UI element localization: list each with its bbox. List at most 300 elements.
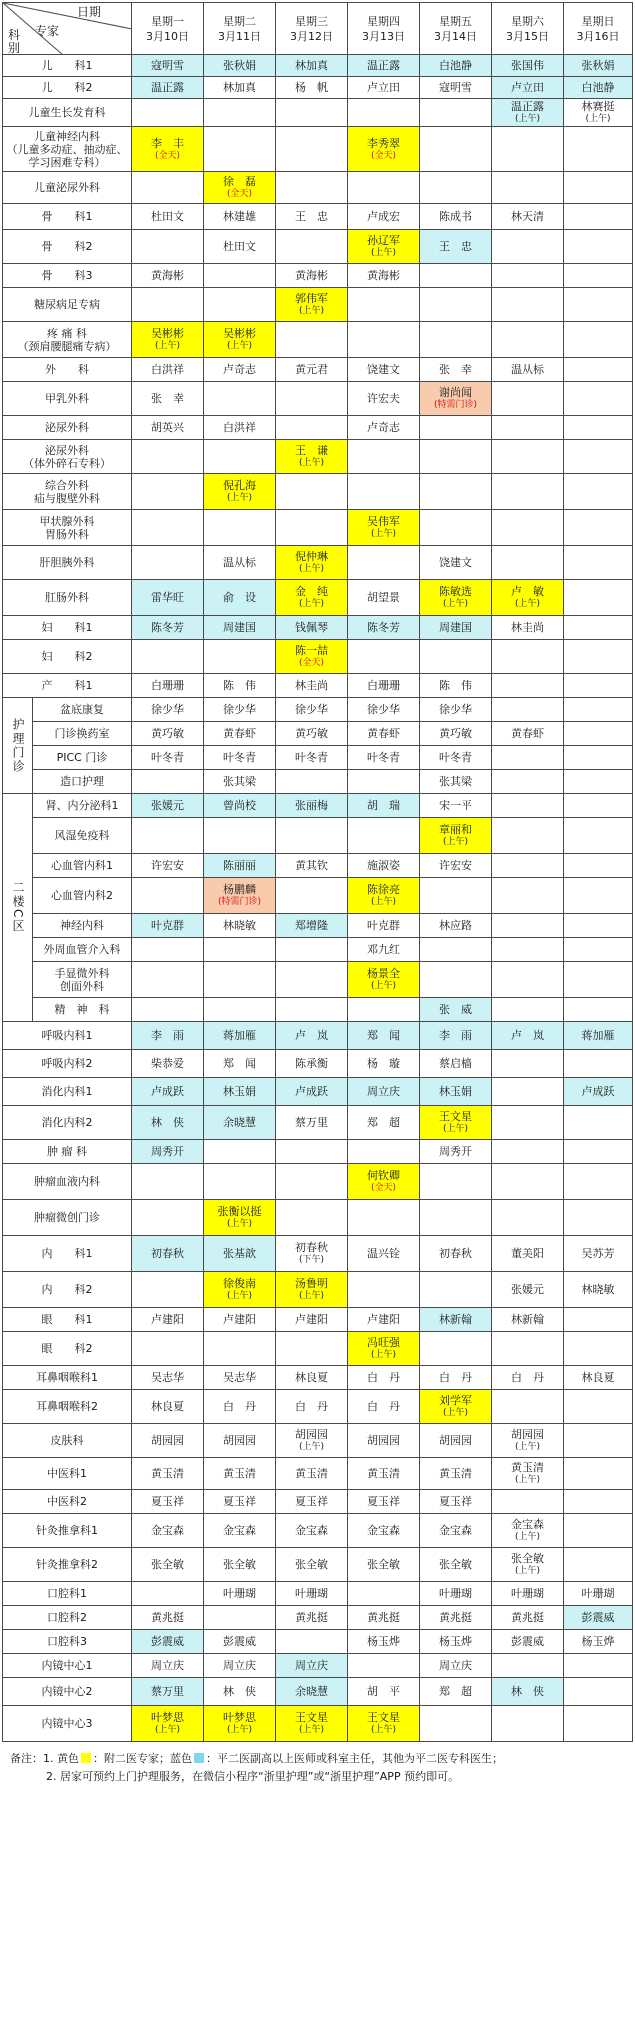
doctor-name: 周立庆: [367, 1085, 400, 1098]
doctor-cell: [564, 416, 633, 440]
doctor-name: 陈敏选: [439, 585, 472, 598]
dept-name: 内 科1: [3, 1236, 132, 1272]
doctor-name: 黄玉清: [223, 1467, 256, 1480]
doctor-cell: [348, 99, 420, 127]
session-note: (上午): [514, 1566, 541, 1576]
table-row: [3, 416, 633, 440]
doctor-cell: [564, 1548, 633, 1582]
doctor-cell: [564, 1424, 633, 1458]
doctor-name: 温兴铨: [367, 1247, 400, 1260]
doctor-cell: [492, 1164, 564, 1200]
doctor-cell: [420, 358, 492, 382]
doctor-cell: [348, 55, 420, 77]
doctor-cell: [564, 938, 633, 962]
table-row: [3, 698, 633, 722]
table-row: [3, 77, 633, 99]
doctor-cell: [348, 1606, 420, 1630]
session-note: (上午): [298, 1725, 325, 1735]
doctor-cell: [276, 1706, 348, 1742]
doctor-cell: [204, 1106, 276, 1140]
doctor-name: 林 侠: [511, 1685, 544, 1698]
doctor-name: 林 侠: [151, 1116, 184, 1129]
dept-name: 呼吸内科1: [3, 1022, 132, 1050]
doctor-cell: [348, 1078, 420, 1106]
doctor-cell: [204, 854, 276, 878]
doctor-cell: [132, 1164, 204, 1200]
doctor-cell: [204, 440, 276, 474]
table-row: [3, 938, 633, 962]
doctor-name: 吴伟军: [367, 515, 400, 528]
doctor-cell: [492, 1458, 564, 1490]
session-note: (上午): [370, 897, 397, 907]
dept-name: 中医科2: [3, 1490, 132, 1514]
doctor-name: 卢建阳: [295, 1313, 328, 1326]
doctor-cell: [420, 1424, 492, 1458]
table-row: [3, 674, 633, 698]
dept-name: 消化内科2: [3, 1106, 132, 1140]
doctor-name: 叶克群: [151, 919, 184, 932]
dept-name: PICC 门诊: [33, 746, 132, 770]
doctor-cell: [204, 674, 276, 698]
doctor-name: 王文星: [295, 1711, 328, 1724]
doctor-cell: [348, 616, 420, 640]
doctor-cell: [132, 1332, 204, 1366]
doctor-cell: [492, 1332, 564, 1366]
doctor-cell: [564, 616, 633, 640]
doctor-cell: [564, 770, 633, 794]
doctor-name: 胡园园: [367, 1434, 400, 1447]
doctor-cell: [492, 1706, 564, 1742]
dept-name: 肛肠外科: [3, 580, 132, 616]
table-row: [3, 1022, 633, 1050]
doctor-name: 董美阳: [511, 1247, 544, 1260]
doctor-name: 黄春虾: [367, 727, 400, 740]
day-header: 星期三 3月12日: [276, 3, 348, 55]
doctor-cell: [132, 440, 204, 474]
doctor-name: 吴苏芳: [581, 1247, 615, 1260]
session-note: (上午): [514, 599, 541, 609]
doctor-name: 杨鹏麟: [223, 883, 256, 896]
doctor-cell: [132, 1654, 204, 1678]
doctor-cell: [420, 1706, 492, 1742]
doctor-cell: [204, 962, 276, 998]
doctor-name: 黄兆挺: [295, 1611, 328, 1624]
doctor-cell: [420, 288, 492, 322]
doctor-name: 夏玉祥: [151, 1495, 184, 1508]
doctor-name: 何钦卿: [367, 1169, 400, 1182]
doctor-cell: [564, 474, 633, 510]
dept-name: 肿瘤微创门诊: [3, 1200, 132, 1236]
doctor-cell: [204, 1140, 276, 1164]
doctor-cell: [204, 99, 276, 127]
dept-name: 综合外科 疝与腹壁外科: [3, 474, 132, 510]
doctor-cell: [492, 878, 564, 914]
doctor-cell: [420, 546, 492, 580]
doctor-cell: [564, 1490, 633, 1514]
doctor-cell: [420, 616, 492, 640]
doctor-cell: [564, 510, 633, 546]
doctor-cell: [348, 382, 420, 416]
table-row: [3, 1654, 633, 1678]
doctor-name: 黄其钦: [295, 859, 328, 872]
doctor-name: 叶冬青: [295, 751, 328, 764]
doctor-cell: [564, 580, 633, 616]
doctor-cell: [564, 878, 633, 914]
doctor-cell: [276, 1424, 348, 1458]
doctor-name: 白洪祥: [223, 421, 256, 434]
table-row: [3, 264, 633, 288]
table-row: [3, 616, 633, 640]
doctor-name: 王 忠: [439, 240, 472, 253]
doctor-cell: [132, 962, 204, 998]
doctor-cell: [276, 416, 348, 440]
doctor-cell: [276, 322, 348, 358]
doctor-name: 彭震威: [511, 1635, 544, 1648]
doctor-name: 杨玉烨: [439, 1635, 472, 1648]
doctor-cell: [276, 546, 348, 580]
doctor-cell: [132, 616, 204, 640]
doctor-cell: [492, 1582, 564, 1606]
doctor-name: 徐少华: [295, 703, 328, 716]
table-row: [3, 1548, 633, 1582]
doctor-name: 彭震威: [151, 1635, 184, 1648]
table-row: [3, 818, 633, 854]
doctor-name: 卢 敏: [511, 585, 544, 598]
dept-name: 骨 科1: [3, 204, 132, 230]
doctor-cell: [204, 416, 276, 440]
doctor-name: 金宝森: [367, 1524, 400, 1537]
doctor-name: 王 谦: [295, 444, 328, 457]
session-note: (上午): [298, 1442, 325, 1452]
expert-label: 专家: [35, 24, 60, 38]
doctor-name: 初春秋: [439, 1247, 472, 1260]
doctor-name: 陈冬芳: [367, 621, 400, 634]
doctor-name: 张全敏: [511, 1552, 544, 1565]
dept-name: 妇 科2: [3, 640, 132, 674]
doctor-cell: [492, 1490, 564, 1514]
doctor-cell: [492, 938, 564, 962]
doctor-name: 张秋娟: [223, 59, 256, 72]
dept-name: 消化内科1: [3, 1078, 132, 1106]
doctor-cell: [204, 878, 276, 914]
doctor-cell: [204, 172, 276, 204]
doctor-cell: [492, 1514, 564, 1548]
doctor-cell: [492, 1106, 564, 1140]
doctor-name: 林应路: [439, 919, 472, 932]
doctor-cell: [420, 264, 492, 288]
table-row: [3, 1390, 633, 1424]
doctor-name: 白 丹: [223, 1400, 256, 1413]
doctor-name: 黄玉清: [295, 1467, 328, 1480]
doctor-cell: [492, 230, 564, 264]
doctor-name: 林新翰: [511, 1313, 544, 1326]
doctor-cell: [348, 474, 420, 510]
doctor-name: 温从标: [511, 363, 544, 376]
doctor-cell: [132, 546, 204, 580]
doctor-cell: [564, 358, 633, 382]
doctor-cell: [132, 264, 204, 288]
doctor-cell: [348, 938, 420, 962]
doctor-cell: [348, 230, 420, 264]
table-row: [3, 1490, 633, 1514]
doctor-cell: [420, 510, 492, 546]
dept-name: 心血管内科1: [33, 854, 132, 878]
table-row: [3, 998, 633, 1022]
doctor-cell: [348, 1106, 420, 1140]
table-row: [3, 770, 633, 794]
dept-name: 肝胆胰外科: [3, 546, 132, 580]
doctor-cell: [564, 1514, 633, 1548]
doctor-cell: [420, 1050, 492, 1078]
doctor-cell: [276, 264, 348, 288]
session-note: (上午): [585, 114, 611, 124]
doctor-name: 张全敏: [151, 1558, 184, 1571]
doctor-name: 李 雨: [151, 1029, 184, 1042]
doctor-cell: [132, 1490, 204, 1514]
doctor-name: 金宝森: [511, 1518, 544, 1531]
doctor-cell: [204, 998, 276, 1022]
doctor-cell: [276, 722, 348, 746]
yellow-swatch: [81, 1753, 91, 1763]
doctor-name: 叶珊瑚: [511, 1587, 544, 1600]
table-row: [3, 474, 633, 510]
doctor-cell: [132, 854, 204, 878]
doctor-cell: [132, 770, 204, 794]
table-row: [3, 127, 633, 172]
doctor-cell: [348, 674, 420, 698]
doctor-cell: [492, 1308, 564, 1332]
doctor-cell: [420, 127, 492, 172]
doctor-cell: [492, 127, 564, 172]
doctor-cell: [204, 1678, 276, 1706]
doctor-cell: [276, 878, 348, 914]
dept-name: 甲乳外科: [3, 382, 132, 416]
doctor-cell: [132, 1678, 204, 1706]
session-note: (上午): [370, 529, 397, 539]
doctor-name: 卢成跃: [151, 1085, 184, 1098]
doctor-cell: [420, 1654, 492, 1678]
doctor-cell: [492, 998, 564, 1022]
dept-name: 针灸推拿科2: [3, 1548, 132, 1582]
doctor-cell: [492, 794, 564, 818]
doctor-cell: [348, 698, 420, 722]
session-note: (全天): [154, 150, 181, 161]
doctor-name: 林建雄: [223, 210, 256, 223]
dept-name: 泌尿外科 （体外碎石专科）: [3, 440, 132, 474]
table-row: [3, 322, 633, 358]
doctor-cell: [276, 1022, 348, 1050]
day-header: 星期六 3月15日: [492, 3, 564, 55]
doctor-name: 饶建文: [367, 363, 400, 376]
doctor-cell: [276, 1654, 348, 1678]
doctor-name: 张全敏: [223, 1558, 256, 1571]
doctor-cell: [276, 382, 348, 416]
dept-name: 儿童生长发育科: [3, 99, 132, 127]
doctor-name: 白珊珊: [151, 679, 184, 692]
doctor-cell: [564, 1106, 633, 1140]
doctor-cell: [348, 580, 420, 616]
doctor-cell: [564, 998, 633, 1022]
session-note: (上午): [370, 248, 397, 258]
doctor-cell: [276, 1272, 348, 1308]
doctor-cell: [132, 204, 204, 230]
doctor-name: 卢奇志: [367, 421, 400, 434]
doctor-cell: [564, 698, 633, 722]
doctor-cell: [132, 322, 204, 358]
doctor-name: 张 幸: [439, 363, 472, 376]
doctor-name: 温从标: [223, 556, 256, 569]
doctor-cell: [132, 818, 204, 854]
doctor-cell: [348, 1022, 420, 1050]
doctor-name: 张国伟: [511, 59, 544, 72]
dept-name: 疼 痛 科 （颈肩腰腿痛专病）: [3, 322, 132, 358]
doctor-name: 刘学军: [439, 1394, 472, 1407]
doctor-cell: [276, 288, 348, 322]
session-note: (上午): [514, 1532, 541, 1542]
doctor-cell: [564, 818, 633, 854]
doctor-cell: [564, 204, 633, 230]
doctor-cell: [492, 264, 564, 288]
doctor-name: 林加真: [223, 81, 256, 94]
doctor-name: 叶珊瑚: [581, 1587, 615, 1600]
doctor-cell: [564, 1458, 633, 1490]
doctor-cell: [564, 854, 633, 878]
table-row: [3, 1514, 633, 1548]
doctor-cell: [348, 746, 420, 770]
doctor-cell: [276, 770, 348, 794]
doctor-name: 夏玉祥: [439, 1495, 472, 1508]
session-note: (上午): [298, 599, 325, 609]
dept-name: 眼 科2: [3, 1332, 132, 1366]
doctor-cell: [132, 698, 204, 722]
doctor-name: 寇明雪: [151, 59, 184, 72]
doctor-cell: [348, 1490, 420, 1514]
doctor-cell: [420, 794, 492, 818]
doctor-cell: [204, 640, 276, 674]
doctor-name: 夏玉祥: [367, 1495, 400, 1508]
doctor-name: 林晓敏: [581, 1283, 615, 1296]
doctor-cell: [420, 416, 492, 440]
doctor-cell: [420, 1106, 492, 1140]
doctor-name: 白 丹: [367, 1371, 400, 1384]
doctor-cell: [492, 99, 564, 127]
dept-name: 肿 瘤 科: [3, 1140, 132, 1164]
doctor-name: 陈一喆: [295, 644, 328, 657]
doctor-name: 黄玉清: [367, 1467, 400, 1480]
doctor-name: 林加真: [295, 59, 328, 72]
doctor-cell: [132, 510, 204, 546]
table-row: [3, 1630, 633, 1654]
table-row: [3, 962, 633, 998]
doctor-cell: [132, 127, 204, 172]
doctor-cell: [132, 1022, 204, 1050]
table-row: [3, 640, 633, 674]
doctor-name: 黄春虾: [511, 727, 544, 740]
doctor-cell: [132, 1200, 204, 1236]
dept-name: 肿瘤血液内科: [3, 1164, 132, 1200]
doctor-cell: [564, 172, 633, 204]
doctor-cell: [420, 1458, 492, 1490]
doctor-name: 林圭尚: [295, 679, 328, 692]
session-note: (下午): [298, 1255, 325, 1265]
dept-name: 精 神 科: [33, 998, 132, 1022]
doctor-name: 郑 超: [367, 1116, 400, 1129]
doctor-cell: [276, 99, 348, 127]
doctor-name: 黄海彬: [151, 269, 184, 282]
dept-name: 门诊换药室: [33, 722, 132, 746]
doctor-name: 周秀开: [439, 1145, 472, 1158]
doctor-name: 冯旺强: [367, 1336, 400, 1349]
doctor-cell: [204, 1236, 276, 1272]
doctor-name: 叶梦思: [223, 1711, 256, 1724]
doctor-cell: [276, 914, 348, 938]
doctor-name: 蔡万里: [295, 1116, 328, 1129]
table-row: [3, 172, 633, 204]
doctor-cell: [132, 474, 204, 510]
doctor-name: 周建国: [223, 621, 256, 634]
doctor-cell: [348, 1140, 420, 1164]
doctor-cell: [420, 440, 492, 474]
doctor-cell: [276, 358, 348, 382]
doctor-name: 黄玉清: [151, 1467, 184, 1480]
doctor-name: 白 丹: [295, 1400, 328, 1413]
doctor-cell: [204, 1200, 276, 1236]
doctor-name: 陈成书: [439, 210, 472, 223]
doctor-cell: [132, 1706, 204, 1742]
doctor-name: 叶珊瑚: [223, 1587, 256, 1600]
doctor-cell: [348, 962, 420, 998]
doctor-cell: [204, 1050, 276, 1078]
doctor-cell: [420, 204, 492, 230]
doctor-name: 黄玉清: [439, 1467, 472, 1480]
doctor-cell: [492, 1078, 564, 1106]
doctor-cell: [420, 1678, 492, 1706]
table-row: [3, 1706, 633, 1742]
doctor-cell: [348, 854, 420, 878]
doctor-name: 林玉娟: [223, 1085, 256, 1098]
doctor-name: 胡 瑞: [367, 799, 400, 812]
doctor-cell: [348, 440, 420, 474]
doctor-cell: [564, 1366, 633, 1390]
doctor-cell: [420, 1630, 492, 1654]
table-row: [3, 1366, 633, 1390]
doctor-name: 徐俊南: [223, 1277, 256, 1290]
dept-name: 针灸推拿科1: [3, 1514, 132, 1548]
doctor-name: 周秀开: [151, 1145, 184, 1158]
doctor-cell: [564, 794, 633, 818]
doctor-cell: [564, 1678, 633, 1706]
doctor-cell: [420, 746, 492, 770]
dept-name: 耳鼻咽喉科1: [3, 1366, 132, 1390]
doctor-cell: [420, 382, 492, 416]
doctor-cell: [204, 698, 276, 722]
session-note: (上午): [154, 1725, 181, 1735]
session-note: (上午): [298, 564, 325, 574]
doctor-cell: [132, 1606, 204, 1630]
doctor-cell: [564, 264, 633, 288]
doctor-cell: [204, 1272, 276, 1308]
dept-name: 甲状腺外科 胃肠外科: [3, 510, 132, 546]
doctor-name: 胡 平: [367, 1685, 400, 1698]
doctor-cell: [204, 1490, 276, 1514]
doctor-cell: [564, 1272, 633, 1308]
doctor-cell: [564, 288, 633, 322]
doctor-name: 黄元君: [295, 363, 328, 376]
doctor-cell: [420, 99, 492, 127]
dept-name: 儿童神经内科 （儿童多动症、抽动症、学习困难专科）: [3, 127, 132, 172]
table-row: [3, 1582, 633, 1606]
doctor-name: 张其梁: [223, 775, 256, 788]
